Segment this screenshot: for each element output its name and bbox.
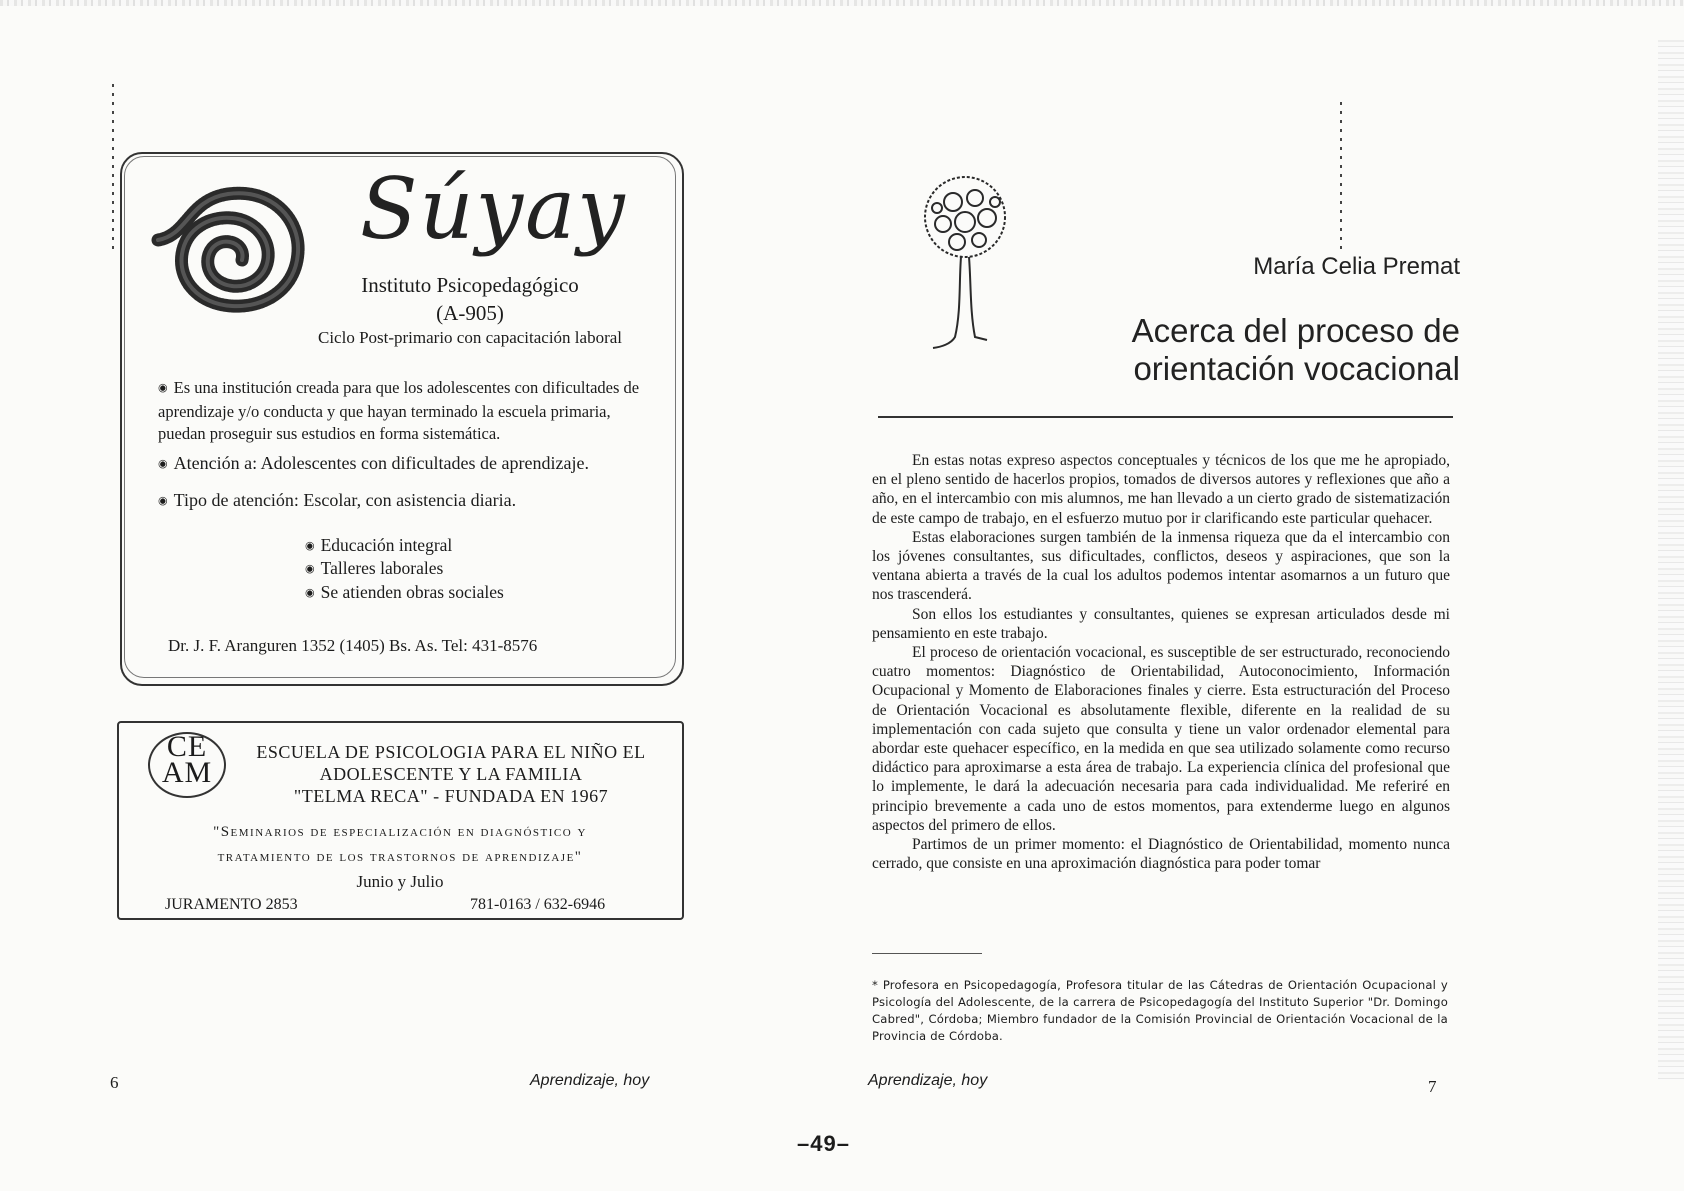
body-paragraph: Son ellos los estudiantes y consultantes, quienes se expresan articulados desde mi pensamiento en este trabajo.: [872, 605, 1450, 642]
ceam-logo: [148, 730, 226, 789]
school-name-line: ADOLESCENTE Y LA FAMILIA: [319, 764, 583, 784]
footnote: * Profesora en Psicopedagogía, Profesora titular de las Cátedras de Orientación Ocupacional y Psicología del Adolescente, de la carrera de Psicopedagogía del Instituto Superior "Dr. Domingo Cabred", Córdoba; Miembro fundador de la Comisión Provincial de Orientación Vocacional de la Provincia de Córdoba.: [872, 978, 1448, 1043]
title-rule: [878, 416, 1453, 418]
spiral-logo-icon: [148, 180, 308, 315]
running-head-left: Aprendizaje, hoy: [530, 1072, 650, 1089]
ceam-logo-top: CE: [166, 730, 208, 763]
institute-cycle: Ciclo Post-primario con capacitación laboral: [317, 328, 622, 347]
article-title: [1050, 312, 1460, 388]
scan-margin-dots: [1340, 102, 1342, 252]
body-paragraph: Estas elaboraciones surgen también de la inmensa riqueza que da el intercambio con los jóvenes consultantes, sus dificultades, conflictos, deseos y aspiraciones, que son la ventana abierta a través de la cual los adultos podemos intentar asomarnos a un futuro que nos trascenderá.: [872, 528, 1450, 604]
body-paragraph: En estas notas expreso aspectos conceptuales y técnicos de los que me he apropiado, en el pleno sentido de hacerlos propios, tomados de diversos autores y reflexiones que año a año, en el intercambio con mis alumnos, me han llevado a un cierto grado de sistematización de este campo de trabajo, en el esfuerzo mutuo por ir clarificando este particular quehacer.: [872, 452, 1450, 527]
ceam-logo-bottom: AM: [161, 756, 213, 789]
brand-logo-text: Súyay: [360, 160, 627, 258]
page-number: –49–: [797, 1131, 850, 1156]
ceam-phones: 781-0163 / 632-6946: [470, 896, 606, 913]
ad-sub-item: ◉ Se atienden obras sociales: [305, 582, 504, 603]
scan-right-edge: [1658, 40, 1684, 1080]
ad-bullet-3: ◉ Tipo de atención: Escolar, con asistencia diaria.: [158, 490, 658, 511]
page-folio-left: 6: [110, 1073, 119, 1092]
school-name-line: ESCUELA DE PSICOLOGIA PARA EL NIÑO EL: [256, 742, 646, 762]
running-head-right: Aprendizaje, hoy: [868, 1072, 988, 1089]
article-author: María Celia Premat: [1253, 253, 1460, 280]
institute-name: Instituto Psicopedagógico: [361, 273, 579, 297]
article-body: [872, 451, 1450, 873]
title-line-1: Acerca del proceso de: [1131, 312, 1460, 349]
tree-icon: [915, 172, 1020, 352]
seminar-line: "Seminarios de especialización en diagnóstico y: [213, 824, 587, 840]
ad-sub-item: ◉ Educación integral: [305, 535, 452, 556]
scan-margin-dots: [112, 84, 114, 254]
seminar-dates: Junio y Julio: [356, 872, 444, 891]
ad-bullet-2: ◉ Atención a: Adolescentes con dificultades de aprendizaje.: [158, 453, 658, 474]
institute-code: (A-905): [436, 301, 504, 325]
school-name-line: "TELMA RECA" - FUNDADA EN 1967: [293, 786, 609, 806]
footnote-rule: [872, 953, 982, 954]
ad-address: Dr. J. F. Aranguren 1352 (1405) Bs. As. Tel: 431-8576: [168, 636, 538, 655]
ad-bullet-1: ◉ Es una institución creada para que los adolescentes con dificultades de aprendizaje y/o conducta y que hayan terminado la escuela primaria, puedan proseguir sus estudios en forma sistemática.: [158, 377, 658, 445]
scan-top-edge: [0, 0, 1684, 6]
body-paragraph: El proceso de orientación vocacional, es susceptible de ser estructurado, reconociendo cuatro momentos: Diagnóstico de Orientabilidad, Autoconocimiento, Información Ocupacional y Momento de Elaboraciones finales y cierre. Esta estructuración del Proceso de Orientación Vocacional es absolutamente flexible, diferente en la realidad de su implementación con cada sujeto que consulta y tiene un valor ordenador elemental para abordar este quehacer específico, en la medida en que sea utilizado solamente como recurso didáctico para aproximarse a esta área de trabajo. La experiencia clínica del profesional que lo implemente, le dará la adecuación necesaria para cada individualidad. Me referiré en principio brevemente a cada uno de estos momentos, para extenderme luego en algunos aspectos del primero de ellos.: [872, 644, 1450, 834]
ad-sub-item: ◉ Talleres laborales: [305, 558, 443, 579]
seminar-line: tratamiento de los trastornos de aprendizaje": [217, 849, 583, 865]
title-line-2: orientación vocacional: [1133, 350, 1460, 387]
body-paragraph: Partimos de un primer momento: el Diagnóstico de Orientabilidad, momento nunca cerrado, que consiste en una aproximación diagnóstica para poder tomar: [872, 836, 1450, 873]
page-folio-right: 7: [1428, 1077, 1437, 1096]
ceam-address: JURAMENTO 2853: [165, 896, 298, 913]
